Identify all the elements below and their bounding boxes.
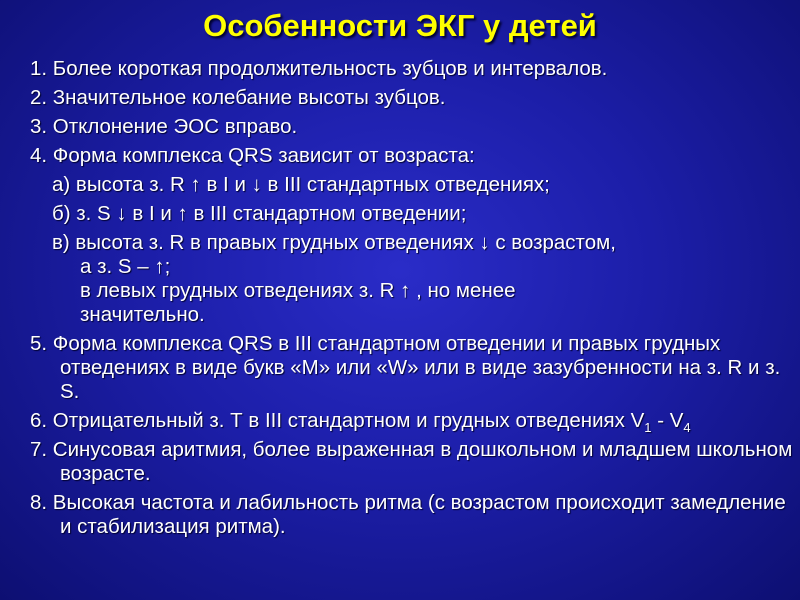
list-item-8: 8. Высокая частота и лабильность ритма (с возрастом происходит замедление и стабилизация ритма). [30,491,786,538]
slide-content [30,57,795,539]
list-item-4c [30,231,795,327]
lead-v1: $V_1$ [630,409,652,436]
list-item-4c-line-1: в) высота з. R в правых грудных отведениях ↓ с возрастом, [52,231,616,254]
list-item-7: 7. Синусовая аритмия, более выраженная в дошкольном и младшем школьном возрасте. [30,438,793,485]
list-item-4c-line-3: в левых грудных отведениях з. R ↑ , но менее [80,279,516,302]
list-item-4c-line-2: а з. S – ↑; [80,255,171,278]
list-item-4: 4. Форма комплекса QRS зависит от возраста: [30,144,475,167]
list-item-4c-line-4: значительно. [80,303,205,326]
slide-title: Особенности ЭКГ у детей [203,8,597,43]
list-item-4b: б) з. S ↓ в I и ↑ в III стандартном отведении; [52,202,467,225]
list-item-1: 1. Более короткая продолжительность зубцов и интервалов. [30,57,608,80]
lead-separator: - [651,409,670,432]
list-item-2: 2. Значительное колебание высоты зубцов. [30,86,446,109]
list-item-3: 3. Отклонение ЭОС вправо. [30,115,298,138]
lead-v4: $V_4$ [669,409,691,436]
list-item-6 [30,409,795,436]
list-item-5: 5. Форма комплекса QRS в III стандартном отведении и правых грудных отведениях в виде букв «М» или «W» или в виде зазубренности на з. R и з. S. [30,332,781,403]
list-item-6-text: 6. Отрицательный з. Т в III стандартном и грудных отведениях [30,409,625,432]
list-item-4a: а) высота з. R ↑ в I и ↓ в III стандартных отведениях; [52,173,550,196]
